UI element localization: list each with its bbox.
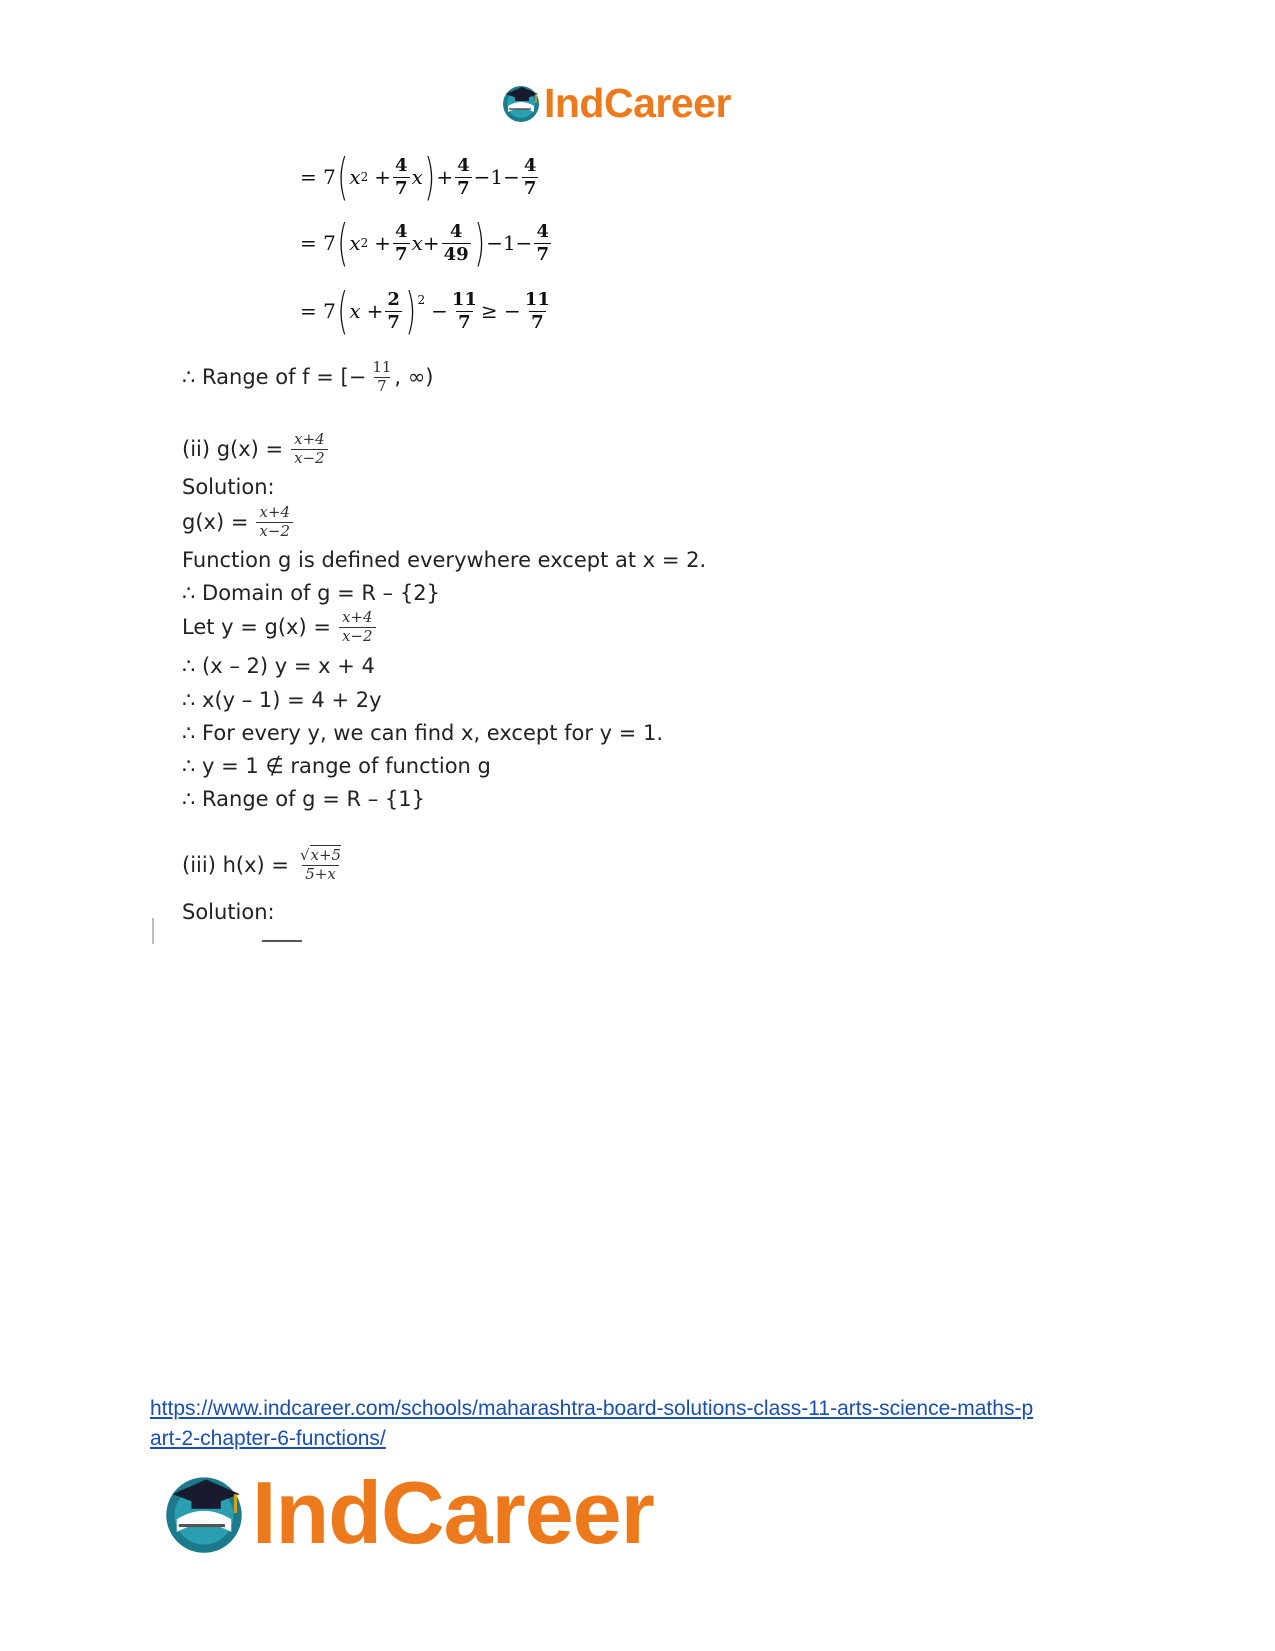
- logo-wordmark: IndCareer: [252, 1463, 654, 1562]
- eq-op: +: [366, 299, 384, 323]
- gx-fraction: $\frac{x+4}{x-2}$: [339, 610, 376, 645]
- range-f-fraction: $\frac{11}{7}$: [372, 358, 392, 395]
- equation-line-1: [300, 148, 540, 206]
- range-g-line: ∴ Range of g = R – {1}: [182, 787, 425, 811]
- fraction: $\frac{4}{7}$: [457, 154, 470, 199]
- graduation-cap-globe-icon: [160, 1469, 248, 1557]
- sqrt-radicand: x+5: [310, 846, 342, 864]
- part-iii-title-text: (iii) h(x) =: [182, 853, 289, 878]
- hx-denominator: 5+x: [302, 865, 339, 883]
- footer-logo: [160, 1463, 654, 1562]
- eq-text: −1−: [486, 231, 533, 255]
- fraction: $\frac{4}{7}$: [395, 154, 408, 199]
- eq-text: ≥ −: [480, 299, 521, 323]
- eq-text: −1−: [473, 165, 520, 189]
- range-f-prefix: ∴ Range of f = [−: [182, 365, 367, 390]
- cut-off-content: [262, 940, 302, 942]
- eq-op: +: [422, 231, 440, 255]
- eq-var: x: [411, 231, 423, 255]
- header-logo: [500, 78, 731, 128]
- eq-op: +: [374, 231, 392, 255]
- gx-fraction: $\frac{x+4}{x-2}$: [256, 505, 293, 540]
- gx-text: g(x) =: [182, 510, 249, 535]
- eq-text: = 7: [300, 165, 336, 189]
- url-line-2[interactable]: art-2-chapter-6-functions/: [150, 1427, 386, 1450]
- step-3: ∴ For every y, we can find x, except for y = 1.: [182, 721, 664, 745]
- url-line-1[interactable]: https://www.indcareer.com/schools/maharashtra-board-solutions-class-11-arts-science-maths-p: [150, 1397, 1034, 1420]
- left-paren: (: [337, 282, 348, 340]
- fraction: $\frac{11}{7}$: [524, 288, 550, 333]
- part-iii-solution-label: Solution:: [182, 900, 275, 924]
- fraction: $\frac{4}{7}$: [536, 220, 549, 265]
- domain-line: ∴ Domain of g = R – {2}: [182, 581, 440, 605]
- part-ii-title: [182, 432, 328, 467]
- eq-var: x: [349, 299, 361, 323]
- eq-sup: 2: [417, 293, 426, 307]
- eq-text: = 7: [300, 299, 336, 323]
- part-ii-solution-label: Solution:: [182, 475, 275, 499]
- equation-line-2: [300, 214, 553, 272]
- fraction: $\frac{4}{7}$: [395, 220, 408, 265]
- step-4: ∴ y = 1 ∉ range of function g: [182, 754, 491, 778]
- let-line: [182, 610, 376, 645]
- logo-wordmark: IndCareer: [544, 79, 731, 126]
- eq-var: x: [349, 165, 361, 189]
- equation-line-3: [300, 282, 554, 340]
- part-ii-title-text: (ii) g(x) =: [182, 437, 284, 462]
- let-text: Let y = g(x) =: [182, 615, 331, 640]
- range-f-line: [182, 360, 433, 395]
- eq-op: −: [431, 299, 448, 323]
- fraction: $\frac{2}{7}$: [387, 288, 400, 333]
- eq-text: = 7: [300, 231, 336, 255]
- fraction: $\frac{4}{7}$: [523, 154, 537, 199]
- defined-line: Function g is defined everywhere except at x = 2.: [182, 548, 707, 572]
- margin-bar: [152, 918, 154, 944]
- gx-definition: [182, 505, 293, 540]
- eq-sup: 2: [360, 170, 369, 184]
- left-paren: (: [337, 214, 348, 272]
- right-paren: ): [405, 282, 417, 340]
- right-paren: ): [424, 148, 435, 206]
- range-f-suffix: , ∞): [394, 365, 434, 390]
- hx-fraction: [297, 848, 344, 883]
- fraction: $\frac{11}{7}$: [451, 288, 477, 333]
- footer-url-link[interactable]: [150, 1394, 1150, 1454]
- right-paren: ): [474, 214, 485, 272]
- gx-fraction: $\frac{x+4}{x-2}$: [291, 432, 328, 467]
- step-2: ∴ x(y – 1) = 4 + 2y: [182, 688, 382, 712]
- eq-op: +: [436, 165, 454, 189]
- sqrt-sign: √: [299, 846, 310, 864]
- graduation-cap-globe-icon: [500, 82, 542, 124]
- left-paren: (: [337, 148, 348, 206]
- eq-op: +: [374, 165, 392, 189]
- fraction: $\frac{4}{49}$: [443, 220, 469, 265]
- eq-sup: 2: [360, 236, 369, 250]
- part-iii-title: [182, 848, 344, 883]
- eq-var: x: [349, 231, 361, 255]
- step-1: ∴ (x – 2) y = x + 4: [182, 654, 375, 678]
- eq-var: x: [411, 165, 423, 189]
